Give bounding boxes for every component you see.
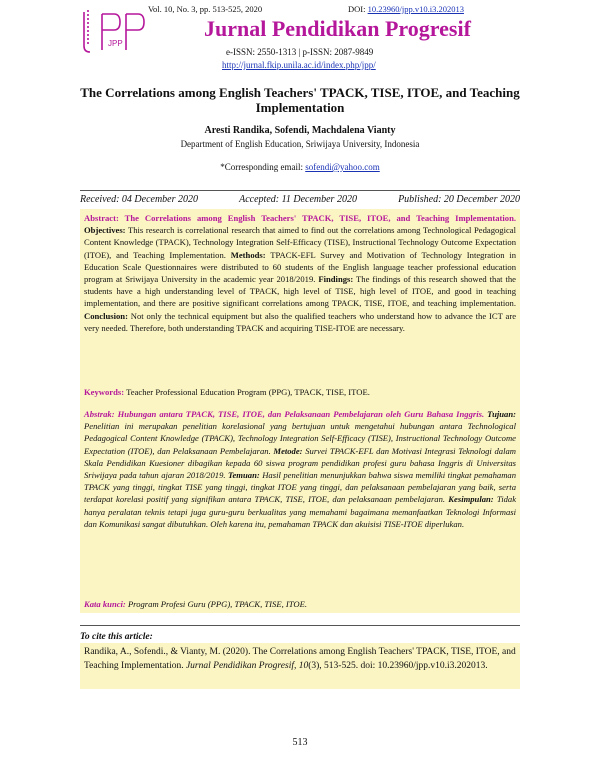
department: Department of English Education, Sriwijaya University, Indonesia	[180, 139, 420, 149]
objectives-label: Objectives:	[84, 225, 126, 236]
divider	[80, 625, 520, 626]
doi-link[interactable]: 10.23960/jpp.v10.i3.202013	[367, 4, 464, 14]
methods-text: TPACK-EFL Survey and Motivation of Technology Integration in Education Scale Questionnaires were distributed to 60 students of the English language teacher professional education program at Sriwijaya University in the academic year 2018/2019.	[84, 249, 516, 285]
logo-text: JPP	[108, 39, 123, 48]
citation-journal: Jurnal Pendidikan Progresif,	[185, 661, 297, 671]
citation-volume: 10	[298, 661, 309, 671]
journal-logo	[80, 6, 150, 56]
findings-text: The findings of this research showed that the students have a high understanding level of TPACK, high level of TISE, high level of ITOE, and good in teaching implementation, and there are positive significant correlations among TPACK, TISE, ITOE, and teaching implementation.	[84, 274, 516, 309]
citation-text	[84, 645, 516, 673]
doi-line	[348, 4, 464, 14]
published-date: Published: 20 December 2020	[398, 194, 520, 205]
abstrak-heading: Abstrak: Hubungan antara TPACK, TISE, ITOE, dan Pelaksanaan Pembelajaran oleh Guru Bahasa Inggris.	[84, 409, 485, 419]
citation-post: (3), 513-525. doi: 10.23960/jpp.v10.i3.202013.	[308, 661, 488, 671]
kata-kunci-text: Program Profesi Guru (PPG), TPACK, TISE, ITOE.	[127, 599, 307, 609]
kata-kunci-label: Kata kunci:	[84, 599, 126, 609]
citation-heading: To cite this article:	[80, 632, 153, 642]
volume-line: Vol. 10, No. 3, pp. 513-525, 2020	[148, 4, 263, 14]
tujuan-label: Tujuan:	[487, 409, 516, 419]
keywords-label: Keywords:	[84, 387, 125, 397]
authors: Aresti Randika, Sofendi, Machdalena Vianty	[204, 125, 396, 136]
abstract-heading: Abstract: The Correlations among English Teachers' TPACK, TISE, ITOE, and Teaching Implementation.	[84, 213, 516, 223]
accepted-date: Accepted: 11 December 2020	[239, 194, 357, 205]
keywords-indonesian	[84, 598, 516, 610]
methods-label: Methods:	[230, 249, 266, 260]
kesimpulan-text: Tidak hanya peralatan teknis tetapi juga guru-guru berkualitas yang memahami bagaimana memanfaatkan Teknologi Informasi dan Komunikasi sangat dibutuhkan. Oleh karena itu, pemahaman TPACK dan akuisisi TISE-ITOE diperlukan.	[84, 494, 517, 529]
received-date: Received: 04 December 2020	[80, 194, 198, 205]
objectives-text: This research is correlational research that aimed to find out the correlations among Technological Pedagogical Content Knowledge (TPACK), Technology Integration Self-Efficacy (TISE), Instructional Technology Outcome Expectation (ITOE), and Teaching Implementation.	[84, 225, 517, 260]
keywords-text: Teacher Professional Education Program (PPG), TPACK, TISE, ITOE.	[126, 387, 370, 397]
kesimpulan-label: Kesimpulan:	[448, 494, 494, 505]
conclusion-label: Conclusion:	[84, 310, 128, 321]
conclusion-text: Not only the technical equipment but also the qualified teachers who understand how to advance the ICT are very needed. Therefore, both understanding TPACK and acquiring TISE-ITOE are necessary.	[84, 310, 517, 333]
metode-label: Metode:	[273, 445, 303, 456]
email-link[interactable]: sofendi@yahoo.com	[305, 162, 380, 172]
keywords-english	[84, 386, 516, 398]
journal-title: Jurnal Pendidikan Progresif	[204, 16, 471, 41]
temuan-text: Hasil penelitian menunjukkan bahwa siswa memiliki tingkat pemahaman TPACK yang tinggi, tingkat TISE yang tinggi, tingkat ITOE yang tinggi, dan pelaksanaan pembelajaran yang baik, serta terdapat korelasi positif yang signifikan antara TPACK, TISE, ITOE, dan pelaksanaan pembelajaran.	[84, 470, 516, 505]
abstract-indonesian	[84, 408, 516, 530]
issn-line: e-ISSN: 2550-1313 | p-ISSN: 2087-9849	[226, 47, 374, 57]
metode-text: Survei TPACK-EFL dan Motivasi Integrasi Teknologi dalam Skala Pendidikan Kuesioner dibagikan kepada 60 siswa program pendidikan profesi guru bahasa Inggris di Universitas Sriwijaya pada tahun ajaran 2018/2019.	[84, 445, 516, 481]
journal-url-link[interactable]: http://jurnal.fkip.unila.ac.id/index.php/jpp/	[222, 60, 376, 70]
page-number: 513	[292, 737, 308, 748]
email-prefix: *Corresponding email:	[220, 162, 306, 172]
findings-label: Findings:	[318, 274, 354, 285]
corresponding-email-line	[80, 162, 520, 172]
dates-row	[80, 194, 520, 205]
abstract-english	[84, 212, 516, 334]
paper-title: The Correlations among English Teachers' TPACK, TISE, ITOE, and Teaching Implementation	[80, 85, 520, 115]
tujuan-text: Penelitian ini merupakan penelitian korelasional yang bertujuan untuk mengetahui hubungan antara Technological Pedagogical Content Knowledge (TPACK), Technology Integration Self-Efficacy (TISE), Instructional Technology Outcome Expectation (ITOE), dan Pelaksanaan Pembelajaran.	[84, 421, 516, 456]
temuan-label: Temuan:	[228, 470, 260, 481]
doi-prefix: DOI:	[348, 4, 368, 14]
citation-pre: Randika, A., Sofendi., & Vianty, M. (2020). The Correlations among English Teachers' TPACK, TISE, ITOE, and Teaching Implementation.	[84, 647, 516, 671]
divider	[80, 190, 520, 191]
